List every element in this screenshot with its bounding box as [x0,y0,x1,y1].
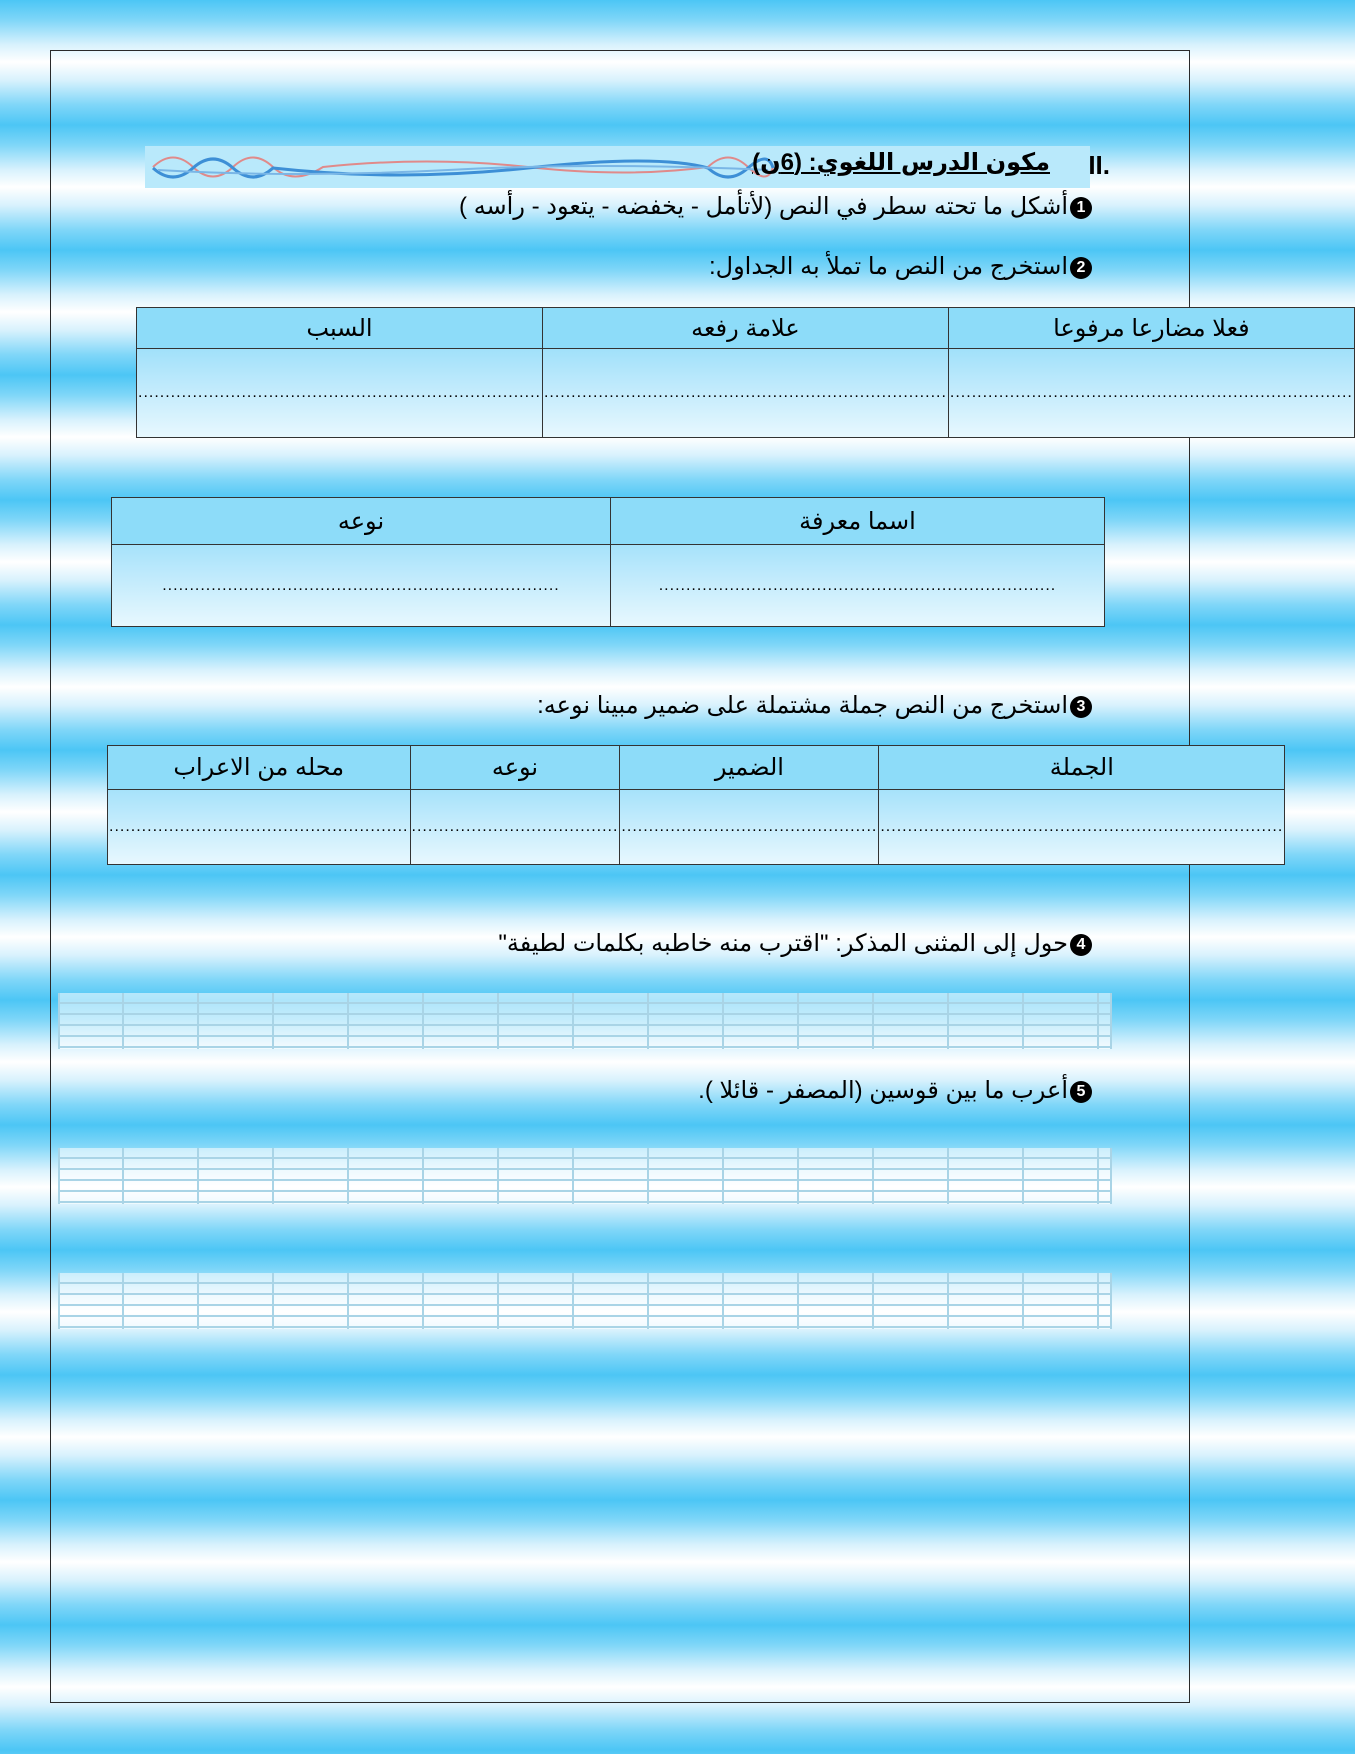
table-header: نوعه [112,498,611,545]
answer-dots: .......................................................................... [543,384,947,401]
writing-lines[interactable] [58,1273,1112,1329]
question-1-text: أشكل ما تحته سطر في النص (لأتأمل - يخفضه - يتعود - رأسه ) [459,193,1068,220]
answer-dots: .......................................................................... [949,384,1353,401]
table-header: علامة رفعه [542,308,948,349]
answer-dots: ...................................... [411,818,619,835]
answer-dots: .......................................................................... [138,384,541,401]
bullet-2-icon: 2 [1070,257,1092,279]
table-header: محله من الاعراب [108,746,411,790]
verbs-table [136,307,1355,438]
section-title: مكون الدرس اللغوي: (6ن) [752,149,1050,176]
question-4-text: حول إلى المثنى المذكر: "اقترب منه خاطبه بكلمات لطيفة" [498,930,1068,957]
pronoun-table [107,745,1285,865]
writing-lines[interactable] [58,993,1112,1049]
answer-cell[interactable] [879,790,1285,865]
question-5 [698,1076,1092,1105]
answer-dots: ......................................................................... [162,576,560,594]
bullet-1-icon: 1 [1070,197,1092,219]
answer-dots: ....................................................... [109,818,409,835]
answer-cell[interactable] [112,545,611,627]
answer-cell[interactable] [620,790,879,865]
answer-cell[interactable] [542,349,948,438]
writing-lines[interactable] [58,1148,1112,1204]
page-frame [50,50,1190,1703]
answer-dots: ......................................................................... [658,576,1057,594]
answer-cell[interactable] [948,349,1354,438]
answer-dots: .......................................................................... [880,818,1284,835]
section-number: II. [1088,150,1110,180]
question-2 [709,252,1092,281]
table-header: السبب [137,308,543,349]
answer-cell[interactable] [410,790,620,865]
table-header: فعلا مضارعا مرفوعا [948,308,1354,349]
question-1 [459,192,1092,221]
bullet-4-icon: 4 [1070,934,1092,956]
question-5-text: أعرب ما بين قوسين (المصفر - قائلا ). [698,1077,1068,1104]
table-header: اسما معرفة [611,498,1105,545]
question-3-text: استخرج من النص جملة مشتملة على ضمير مبينا نوعه: [537,692,1068,719]
question-2-text: استخرج من النص ما تملأ به الجداول: [708,253,1068,280]
nouns-table [111,497,1105,627]
answer-cell[interactable] [611,545,1105,627]
table-header: نوعه [410,746,620,790]
question-3 [537,691,1092,720]
answer-cell[interactable] [108,790,411,865]
answer-dots: ............................................... [621,818,878,835]
answer-cell[interactable] [137,349,543,438]
bullet-5-icon: 5 [1070,1081,1092,1103]
table-header: الجملة [879,746,1285,790]
decorative-wave-icon [148,148,778,186]
table-header: الضمير [620,746,879,790]
bullet-3-icon: 3 [1070,696,1092,718]
question-4 [498,929,1092,958]
